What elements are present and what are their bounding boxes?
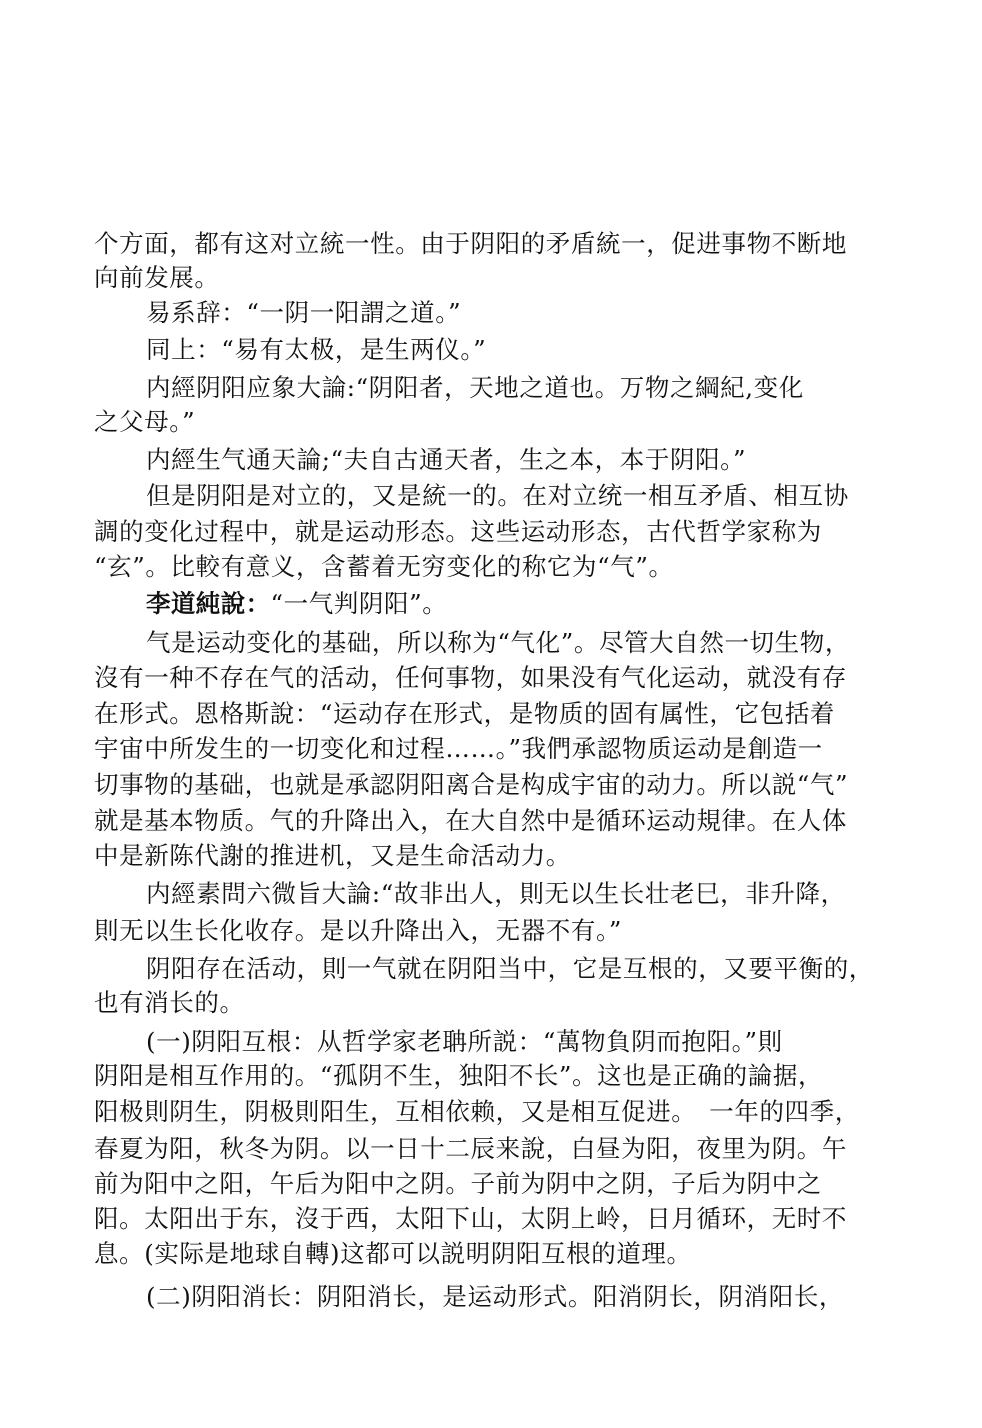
- text-line: 阳。太阳出于东，沒于西，太阳下山，太阴上岭，日月循环，无时不: [94, 1204, 847, 1233]
- text-line: 沒有一种不存在气的活动，任何事物，如果没有气化运动，就没有存: [94, 663, 847, 692]
- text-line: 阴阳存在活动，則一气就在阴阳当中，它是互根的，又要平衡的，: [146, 954, 874, 983]
- speaker-quote: “一气判阴阳”。: [270, 589, 448, 618]
- text-line: 向前发展。: [94, 263, 220, 292]
- speaker-name: 李道純說：: [146, 589, 271, 618]
- text-line: 中是新陈代謝的推进机，又是生命活动力。: [94, 841, 571, 870]
- text-line: 阳极則阴生，阴极則阳生，互相依赖，又是相互促进。 一年的四季，: [94, 1097, 860, 1126]
- text-line: 阴阳是相互作用的。“孤阴不生，独阳不长”。这也是正确的論据，: [94, 1061, 824, 1090]
- text-line: (二)阴阳消长：阴阳消长，是运动形式。阳消阴长，阴消阳长，: [146, 1282, 845, 1311]
- text-line: 也有消长的。: [94, 988, 245, 1017]
- text-line: 易系辞：“一阴一阳謂之道。”: [146, 298, 462, 327]
- text-line: 内經生气通天論;“夫自古通天者，生之本，本于阴阳。”: [146, 445, 747, 474]
- text-line: 之父母。”: [94, 407, 196, 436]
- text-line: 宇宙中所发生的一切变化和过程……。”我們承認物质运动是創造一: [94, 734, 823, 763]
- text-line: 就是基本物质。气的升降出入，在大自然中是循环运动規律。在人体: [94, 806, 847, 835]
- text-line: 内經素問六微旨大論:“故非出人，則无以生长壮老巳，非升降，: [146, 879, 846, 908]
- text-line: 但是阴阳是对立的，又是統一的。在对立统一相互矛盾、相互协: [146, 481, 849, 510]
- text-line: 内經阴阳应象大論:“阴阳者，天地之道也。万物之綱紀,变化: [146, 373, 804, 402]
- text-line: 調的变化过程中，就是运动形态。这些运动形态，古代哲学家称为: [94, 517, 822, 546]
- text-line: (一)阴阳互根：从哲学家老聃所説：“萬物負阴而抱阳。”則: [146, 1027, 783, 1056]
- text-line: 前为阳中之阳，午后为阳中之阴。子前为阴中之阴，子后为阴中之: [94, 1169, 822, 1198]
- text-line: 則无以生长化收存。是以升降出入，无器不有。”: [94, 916, 622, 945]
- text-line: 在形式。恩格斯說：“运动存在形式，是物质的固有属性，它包括着: [94, 699, 836, 728]
- text-line: 气是运动变化的基础，所以称为“气化”。尽管大自然一切生物，: [146, 628, 850, 657]
- text-line: “玄”。比較有意义，含蓄着无穷变化的称它为“气”。: [94, 552, 674, 581]
- text-line: 息。(实际是地球自轉)这都可以説明阴阳互根的道理。: [94, 1239, 692, 1268]
- text-line-speaker: [146, 587, 447, 621]
- text-line: 切事物的基础，也就是承認阴阳离合是构成宇宙的动力。所以説“气”: [94, 770, 849, 799]
- text-line: 同上：“易有太极，是生两仪。”: [146, 335, 487, 364]
- text-line: 个方面，都有这对立統一性。由于阴阳的矛盾統一，促进事物不断地: [94, 229, 847, 258]
- text-line: 春夏为阳，秋冬为阴。以一日十二辰来說，白昼为阳，夜里为阴。午: [94, 1134, 847, 1163]
